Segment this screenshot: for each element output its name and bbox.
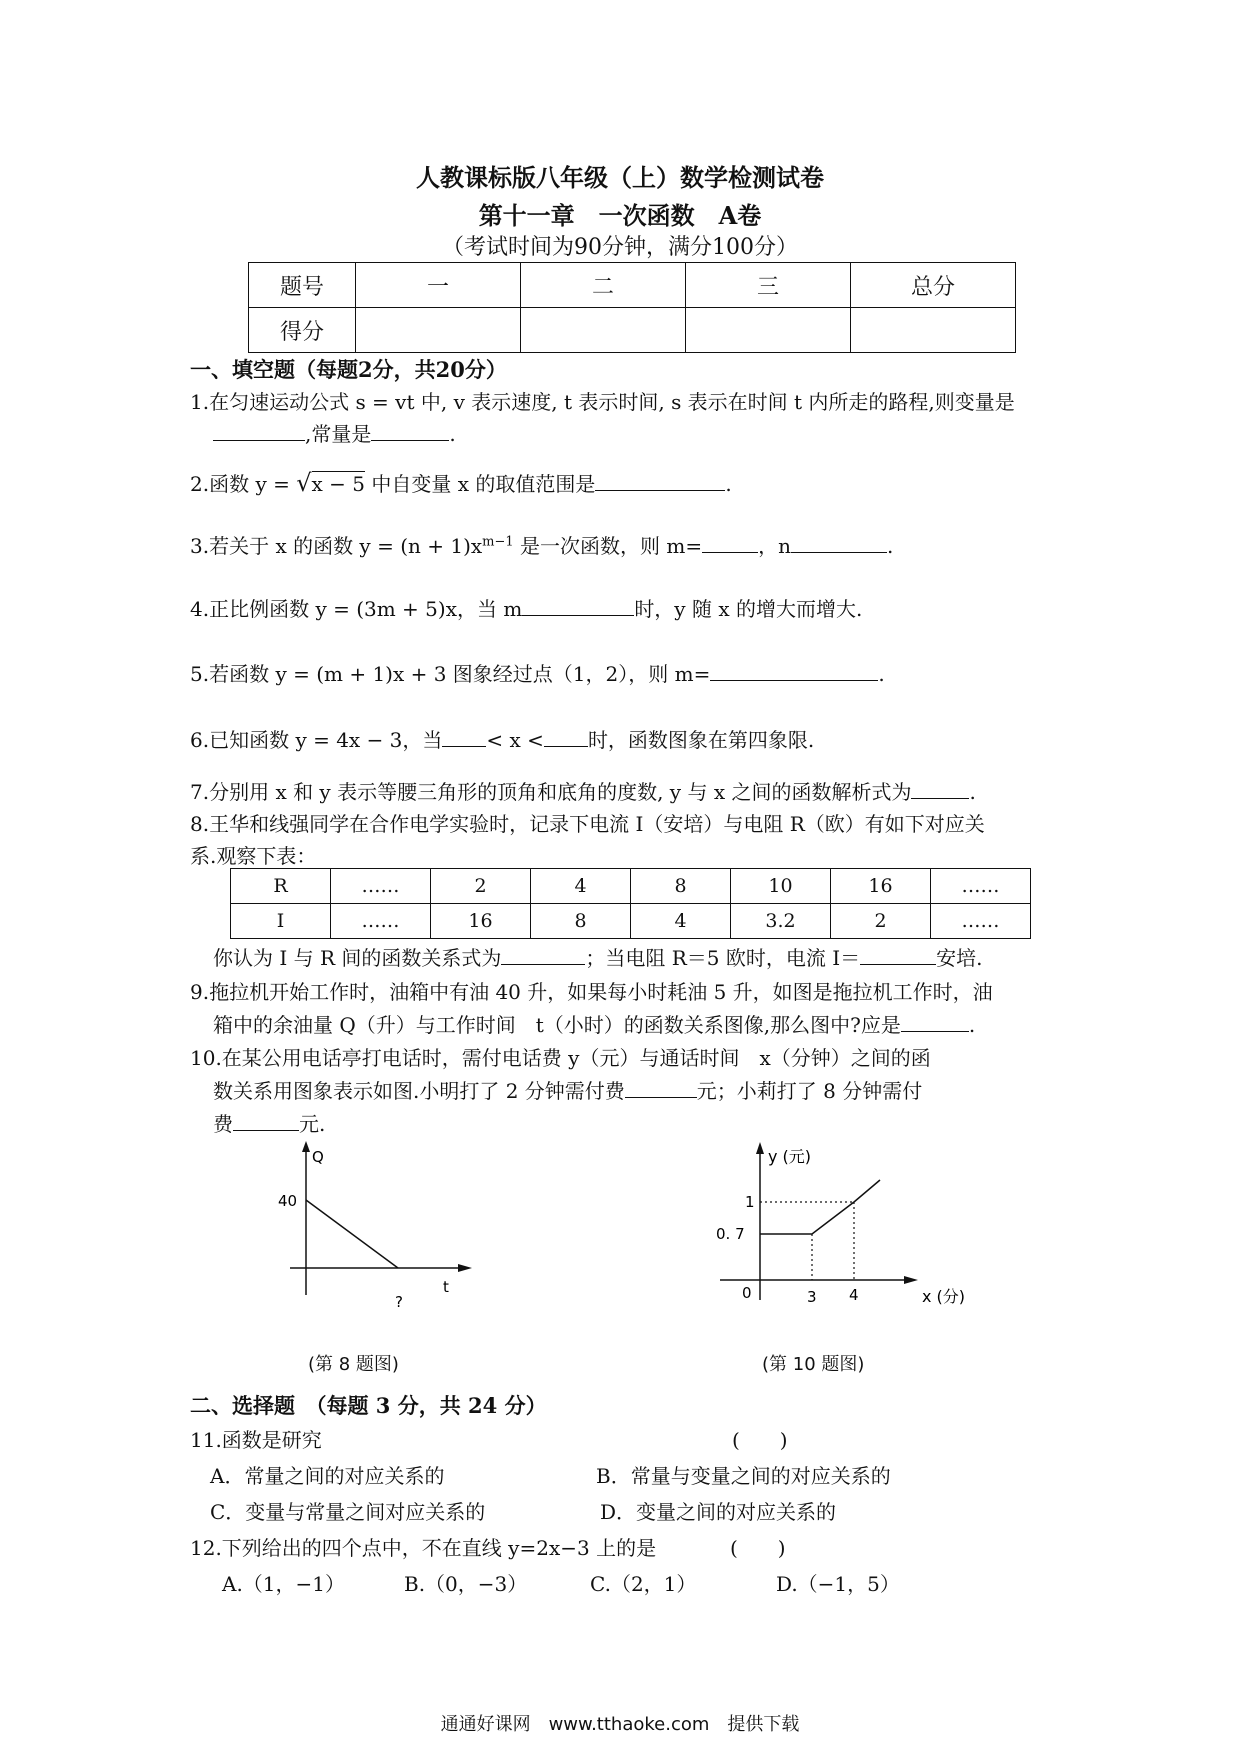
table-cell: 10 [731, 869, 831, 904]
section1-title: 一、填空题（每题2分，共20分） [190, 357, 507, 382]
table-cell: I [231, 904, 331, 939]
y-axis-arrow [756, 1142, 764, 1154]
question-text: 时，函数图象在第四象限. [587, 728, 815, 752]
radicand: x − 5 [311, 472, 365, 496]
question-text: . [968, 1013, 976, 1037]
answer-blank[interactable] [625, 1077, 697, 1098]
figure-8-caption: (第 8 题图) [308, 1354, 399, 1375]
question-text: 时，y 随 x 的增大而增大. [634, 597, 863, 621]
option-b[interactable]: B．常量与变量之间的对应关系的 [596, 1464, 891, 1488]
y-tick-label: 1 [745, 1193, 755, 1211]
figure-10-caption: (第 10 题图) [762, 1354, 865, 1375]
footer: 通通好课网 www.tthaoke.com 提供下载 [440, 1714, 800, 1735]
question-text: . [449, 422, 456, 446]
question-2 [190, 468, 732, 497]
question-text: 数关系用图象表示如图.小明打了 2 分钟需付费 [213, 1079, 625, 1103]
option-c[interactable]: C．变量与常量之间对应关系的 [210, 1500, 486, 1524]
question-4 [190, 593, 862, 622]
answer-blank[interactable] [901, 1011, 969, 1032]
x-axis-label: t [443, 1278, 449, 1296]
fuel-line [306, 1200, 398, 1268]
table-cell: …… [931, 904, 1031, 939]
option-a[interactable]: A．常量之间的对应关系的 [210, 1464, 445, 1488]
answer-blank[interactable] [702, 532, 758, 553]
answer-parentheses[interactable]: ( ) [730, 1536, 786, 1560]
unknown-mark: ? [395, 1293, 403, 1311]
answer-blank[interactable] [233, 1110, 299, 1131]
question-7 [190, 776, 976, 805]
question-text: 4.正比例函数 y = (3m + 5)x，当 m [190, 597, 523, 621]
question-text: 安培. [936, 946, 983, 970]
y-tick-label: 0. 7 [716, 1225, 745, 1243]
x-tick-label: 4 [849, 1286, 859, 1304]
question-10-line3 [213, 1108, 325, 1137]
table-cell: 3.2 [731, 904, 831, 939]
table-cell: R [231, 869, 331, 904]
option-d[interactable]: D.（−1，5） [776, 1572, 900, 1596]
question-12: 12.下列给出的四个点中，不在直线 y=2x−3 上的是 [190, 1536, 657, 1560]
question-text: ，n [758, 534, 791, 558]
x-axis-label: x (分) [922, 1287, 966, 1306]
y-tick-label: 40 [278, 1192, 298, 1210]
x-axis-arrow [458, 1264, 472, 1272]
exam-info: （考试时间为90分钟，满分100分） [442, 235, 798, 260]
question-1-line2 [213, 418, 456, 447]
question-text: 7.分别用 x 和 y 表示等腰三角形的顶角和底角的度数, y 与 x 之间的函数解析式为 [190, 780, 912, 804]
table-cell: 得分 [249, 308, 356, 353]
table-cell: 4 [531, 869, 631, 904]
figure-10-graph [700, 1140, 990, 1330]
question-text: ,常量是 [305, 422, 372, 446]
table-cell: 16 [831, 869, 931, 904]
answer-parentheses[interactable]: ( ) [732, 1428, 788, 1452]
option-d[interactable]: D．变量之间的对应关系的 [600, 1500, 837, 1524]
question-11: 11.函数是研究 [190, 1428, 322, 1452]
question-3 [190, 530, 893, 559]
table-cell: 总分 [851, 263, 1016, 308]
answer-blank[interactable] [595, 470, 725, 491]
table-cell: …… [331, 869, 431, 904]
option-a[interactable]: A.（1，−1） [222, 1572, 346, 1596]
answer-blank[interactable] [544, 726, 588, 747]
answer-blank[interactable] [710, 660, 878, 681]
question-text: . [969, 780, 976, 804]
table-cell: 二 [521, 263, 686, 308]
question-text: 2.函数 y = [190, 472, 297, 496]
score-cell[interactable] [686, 308, 851, 353]
answer-blank[interactable] [501, 944, 585, 965]
option-c[interactable]: C.（2，1） [590, 1572, 697, 1596]
section2-title: 二、选择题 （每题 3 分，共 24 分） [190, 1393, 547, 1418]
question-8-line2: 系.观察下表： [190, 844, 317, 868]
question-1-line1: 1.在匀速运动公式 s = vt 中, v 表示速度, t 表示时间, s 表示在时间 t 内所走的路程,则变量是 [190, 390, 1015, 414]
question-text: 3.若关于 x 的函数 y = (n + 1)x [190, 534, 483, 558]
question-text: . [725, 472, 732, 496]
question-6 [190, 724, 814, 753]
question-text: . [887, 534, 894, 558]
answer-blank[interactable] [791, 532, 887, 553]
question-text: 6.已知函数 y = 4x − 3，当 [190, 728, 443, 752]
x-axis-arrow [904, 1276, 918, 1284]
question-10-line2 [213, 1075, 922, 1104]
y-axis-label: Q [312, 1148, 324, 1166]
answer-blank[interactable] [860, 944, 936, 965]
table-cell: 16 [431, 904, 531, 939]
score-cell[interactable] [356, 308, 521, 353]
score-table-header-row [249, 263, 1016, 308]
answer-blank[interactable] [213, 420, 305, 441]
resistance-current-table [230, 868, 1031, 939]
answer-blank[interactable] [911, 778, 969, 799]
table-cell: …… [931, 869, 1031, 904]
question-9-line1: 9.拖拉机开始工作时，油箱中有油 40 升，如果每小时耗油 5 升，如图是拖拉机工作时，油 [190, 980, 993, 1004]
cost-line [760, 1180, 880, 1234]
question-text: 元；小莉打了 8 分钟需付 [696, 1079, 923, 1103]
y-axis-label: y (元) [768, 1147, 812, 1166]
question-text: 元. [299, 1112, 326, 1136]
table-row [231, 904, 1031, 939]
question-text: 5.若函数 y = (m + 1)x + 3 图象经过点（1，2），则 m= [190, 662, 711, 686]
origin-label: 0 [742, 1284, 752, 1302]
table-cell: 8 [531, 904, 631, 939]
question-text: 你认为 I 与 R 间的函数关系式为 [213, 946, 502, 970]
table-cell: 8 [631, 869, 731, 904]
x-tick-label: 3 [807, 1288, 817, 1306]
table-cell: 题号 [249, 263, 356, 308]
answer-blank[interactable] [371, 420, 449, 441]
question-text: 箱中的余油量 Q（升）与工作时间 t（小时）的函数关系图像,那么图中?应是 [213, 1013, 901, 1037]
answer-blank[interactable] [522, 595, 634, 616]
exponent: m−1 [482, 534, 514, 550]
score-cell[interactable] [521, 308, 686, 353]
score-cell[interactable] [851, 308, 1016, 353]
table-row [231, 869, 1031, 904]
sqrt-symbol: √ [296, 469, 312, 497]
table-cell: 2 [831, 904, 931, 939]
table-cell: 2 [431, 869, 531, 904]
question-5 [190, 658, 885, 687]
figure-8-graph [270, 1140, 480, 1320]
question-text: < x < [486, 728, 544, 752]
y-axis-arrow [302, 1141, 310, 1152]
table-cell: 一 [356, 263, 521, 308]
question-text: 中自变量 x 的取值范围是 [365, 472, 596, 496]
table-cell: 三 [686, 263, 851, 308]
answer-blank[interactable] [442, 726, 486, 747]
question-8-line3 [213, 942, 983, 971]
question-text: 费 [213, 1112, 233, 1136]
question-8-line1: 8.王华和线强同学在合作电学实验时，记录下电流 I（安培）与电阻 R（欧）有如下对应关 [190, 812, 985, 836]
score-table-score-row [249, 308, 1016, 353]
table-cell: 4 [631, 904, 731, 939]
question-10-line1: 10.在某公用电话亭打电话时，需付电话费 y（元）与通话时间 x（分钟）之间的函 [190, 1046, 931, 1070]
question-text: ；当电阻 R＝5 欧时，电流 I＝ [585, 946, 861, 970]
score-table [248, 262, 1016, 353]
option-b[interactable]: B.（0，−3） [404, 1572, 528, 1596]
exam-title: 人教课标版八年级（上）数学检测试卷 [416, 163, 824, 192]
question-text: . [878, 662, 885, 686]
table-cell: …… [331, 904, 431, 939]
question-text: 是一次函数，则 m= [513, 534, 703, 558]
question-9-line2 [213, 1009, 975, 1038]
chapter-title: 第十一章 一次函数 A卷 [478, 201, 762, 230]
